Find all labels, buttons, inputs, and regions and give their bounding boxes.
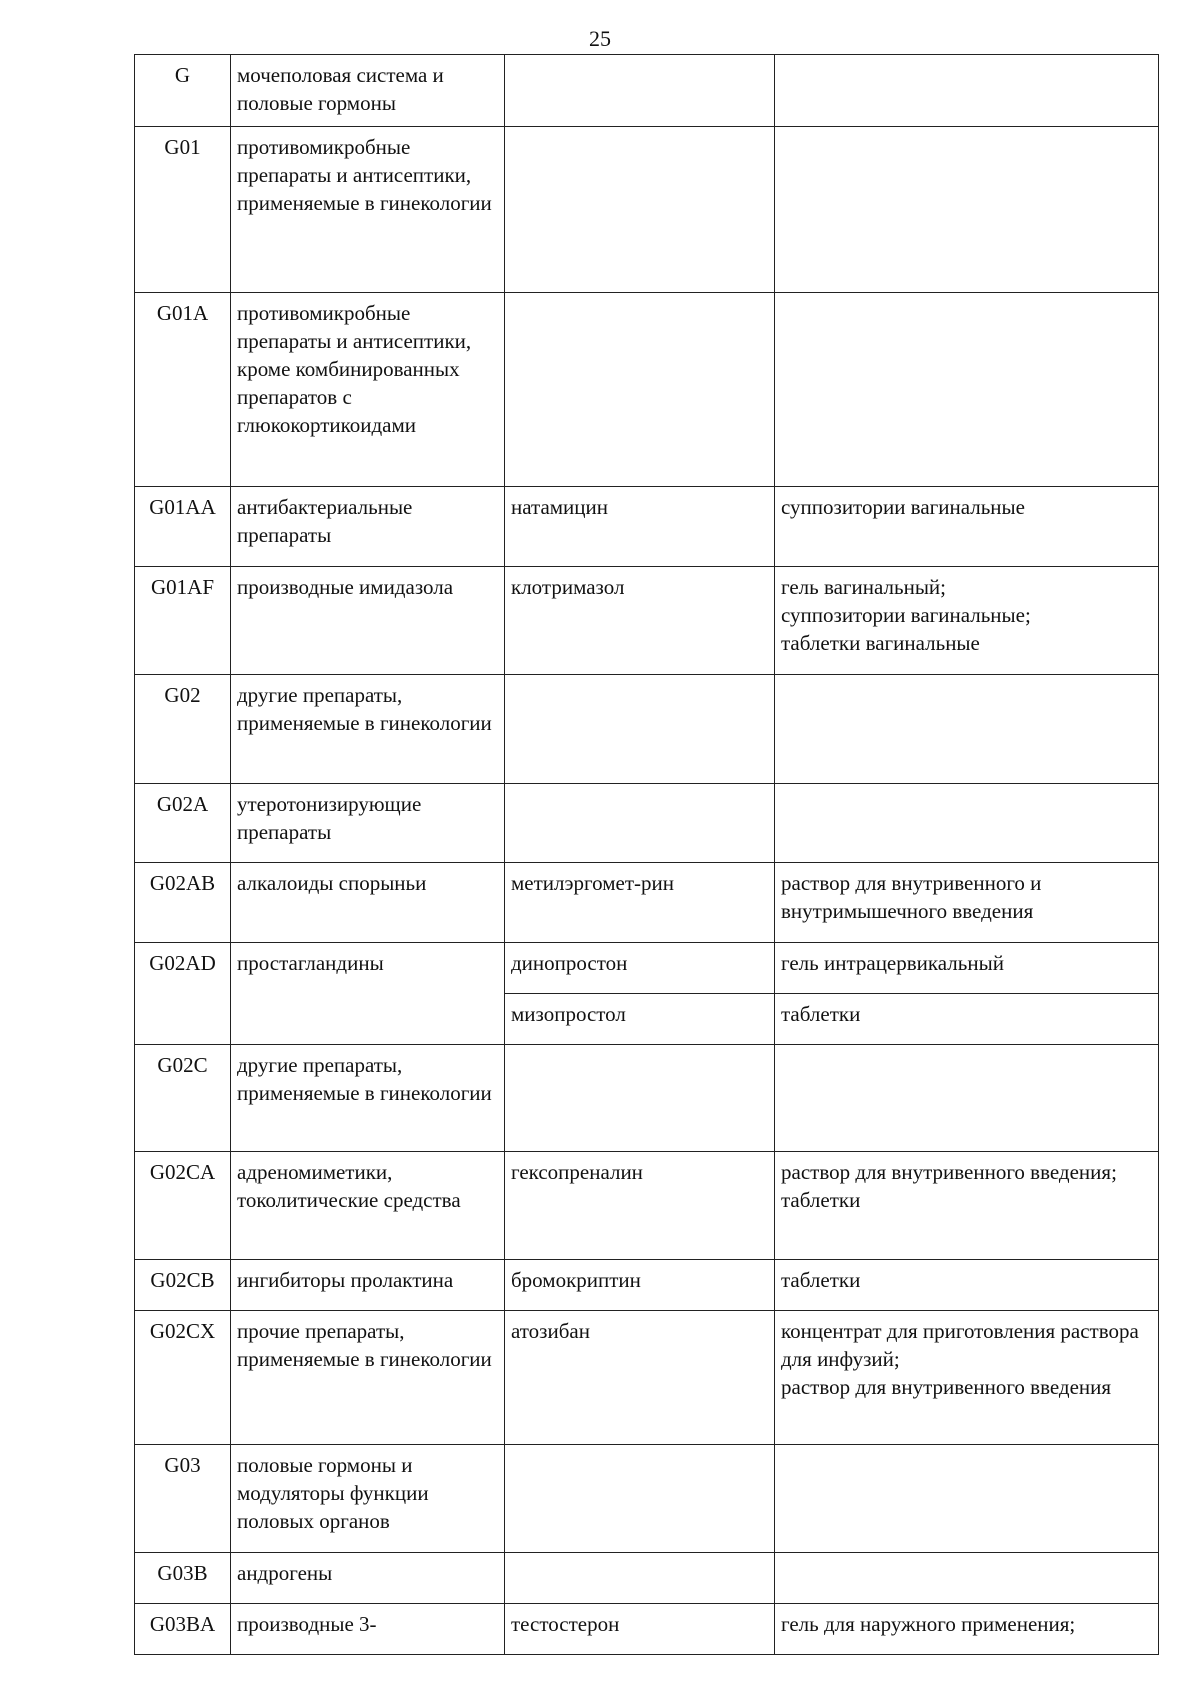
drug-name-cell bbox=[505, 55, 775, 127]
dosage-form-cell: таблетки bbox=[775, 994, 1159, 1045]
dosage-form-cell bbox=[775, 675, 1159, 784]
dosage-form-cell bbox=[775, 293, 1159, 487]
group-cell: половые гормоны и модуляторы функции половых органов bbox=[231, 1445, 505, 1553]
group-cell: утеротонизирующие препараты bbox=[231, 784, 505, 863]
group-cell: другие препараты, применяемые в гинекологии bbox=[231, 1045, 505, 1152]
table-row bbox=[135, 675, 1159, 784]
dosage-form-cell bbox=[775, 127, 1159, 293]
atc-code-cell: G01AF bbox=[135, 567, 231, 675]
drug-name-cell bbox=[505, 1045, 775, 1152]
dosage-form-cell: гель для наружного применения; bbox=[775, 1604, 1159, 1655]
group-cell: противомикробные препараты и антисептики, применяемые в гинекологии bbox=[231, 127, 505, 293]
drug-name-cell: атозибан bbox=[505, 1311, 775, 1445]
drug-name-cell bbox=[505, 1553, 775, 1604]
drug-name-cell: тестостерон bbox=[505, 1604, 775, 1655]
dosage-form-cell bbox=[775, 1045, 1159, 1152]
drug-name-cell: бромокриптин bbox=[505, 1260, 775, 1311]
group-cell: адреномиметики, токолитические средства bbox=[231, 1152, 505, 1260]
dosage-form-cell: раствор для внутривенного введения; таблетки bbox=[775, 1152, 1159, 1260]
atc-code-cell: G02AD bbox=[135, 943, 231, 1045]
group-cell: антибактериальные препараты bbox=[231, 487, 505, 567]
atc-code-cell: G02A bbox=[135, 784, 231, 863]
dosage-form-cell: концентрат для приготовления раствора для инфузий; раствор для внутривенного введения bbox=[775, 1311, 1159, 1445]
dosage-form-cell: гель вагинальный; суппозитории вагинальные; таблетки вагинальные bbox=[775, 567, 1159, 675]
drug-name-cell: динопростон bbox=[505, 943, 775, 994]
table-row bbox=[135, 1445, 1159, 1553]
table-row bbox=[135, 1045, 1159, 1152]
drug-name-cell: натамицин bbox=[505, 487, 775, 567]
atc-code-cell: G02CA bbox=[135, 1152, 231, 1260]
drug-name-cell bbox=[505, 784, 775, 863]
atc-code-cell: G01 bbox=[135, 127, 231, 293]
atc-code-cell: G bbox=[135, 55, 231, 127]
drug-classification-table bbox=[134, 54, 1159, 1655]
drug-name-cell bbox=[505, 675, 775, 784]
group-cell: противомикробные препараты и антисептики, кроме комбинированных препаратов с глюкокортикоидами bbox=[231, 293, 505, 487]
dosage-form-cell: гель интрацервикальный bbox=[775, 943, 1159, 994]
drug-name-cell: мизопростол bbox=[505, 994, 775, 1045]
table-row bbox=[135, 1604, 1159, 1655]
group-cell: мочеполовая система и половые гормоны bbox=[231, 55, 505, 127]
atc-code-cell: G03 bbox=[135, 1445, 231, 1553]
dosage-form-cell bbox=[775, 784, 1159, 863]
atc-code-cell: G02CX bbox=[135, 1311, 231, 1445]
table-row bbox=[135, 127, 1159, 293]
group-cell: андрогены bbox=[231, 1553, 505, 1604]
dosage-form-cell: суппозитории вагинальные bbox=[775, 487, 1159, 567]
group-cell: производные имидазола bbox=[231, 567, 505, 675]
page-number: 25 bbox=[589, 26, 611, 51]
group-cell: алкалоиды спорыньи bbox=[231, 863, 505, 943]
atc-code-cell: G02AB bbox=[135, 863, 231, 943]
dosage-form-cell bbox=[775, 1553, 1159, 1604]
atc-code-cell: G02 bbox=[135, 675, 231, 784]
table-row bbox=[135, 1553, 1159, 1604]
drug-name-cell bbox=[505, 127, 775, 293]
atc-code-cell: G01A bbox=[135, 293, 231, 487]
table-row bbox=[135, 1152, 1159, 1260]
group-cell: другие препараты, применяемые в гинекологии bbox=[231, 675, 505, 784]
table-row bbox=[135, 55, 1159, 127]
dosage-form-cell: таблетки bbox=[775, 1260, 1159, 1311]
table-row bbox=[135, 863, 1159, 943]
dosage-form-cell bbox=[775, 1445, 1159, 1553]
atc-code-cell: G01AA bbox=[135, 487, 231, 567]
table-row bbox=[135, 784, 1159, 863]
drug-name-cell: метилэргомет-рин bbox=[505, 863, 775, 943]
group-cell: простагландины bbox=[231, 943, 505, 1045]
dosage-form-cell: раствор для внутривенного и внутримышечного введения bbox=[775, 863, 1159, 943]
group-cell: ингибиторы пролактина bbox=[231, 1260, 505, 1311]
drug-name-cell bbox=[505, 1445, 775, 1553]
atc-code-cell: G02CB bbox=[135, 1260, 231, 1311]
table-row bbox=[135, 1311, 1159, 1445]
table-row bbox=[135, 567, 1159, 675]
group-cell: производные 3- bbox=[231, 1604, 505, 1655]
drug-name-cell bbox=[505, 293, 775, 487]
atc-code-cell: G03B bbox=[135, 1553, 231, 1604]
drug-name-cell: клотримазол bbox=[505, 567, 775, 675]
atc-code-cell: G03BA bbox=[135, 1604, 231, 1655]
dosage-form-cell bbox=[775, 55, 1159, 127]
table-row bbox=[135, 1260, 1159, 1311]
table-row bbox=[135, 943, 1159, 994]
table-row bbox=[135, 487, 1159, 567]
group-cell: прочие препараты, применяемые в гинекологии bbox=[231, 1311, 505, 1445]
drug-name-cell: гексопреналин bbox=[505, 1152, 775, 1260]
atc-code-cell: G02C bbox=[135, 1045, 231, 1152]
table-row bbox=[135, 293, 1159, 487]
